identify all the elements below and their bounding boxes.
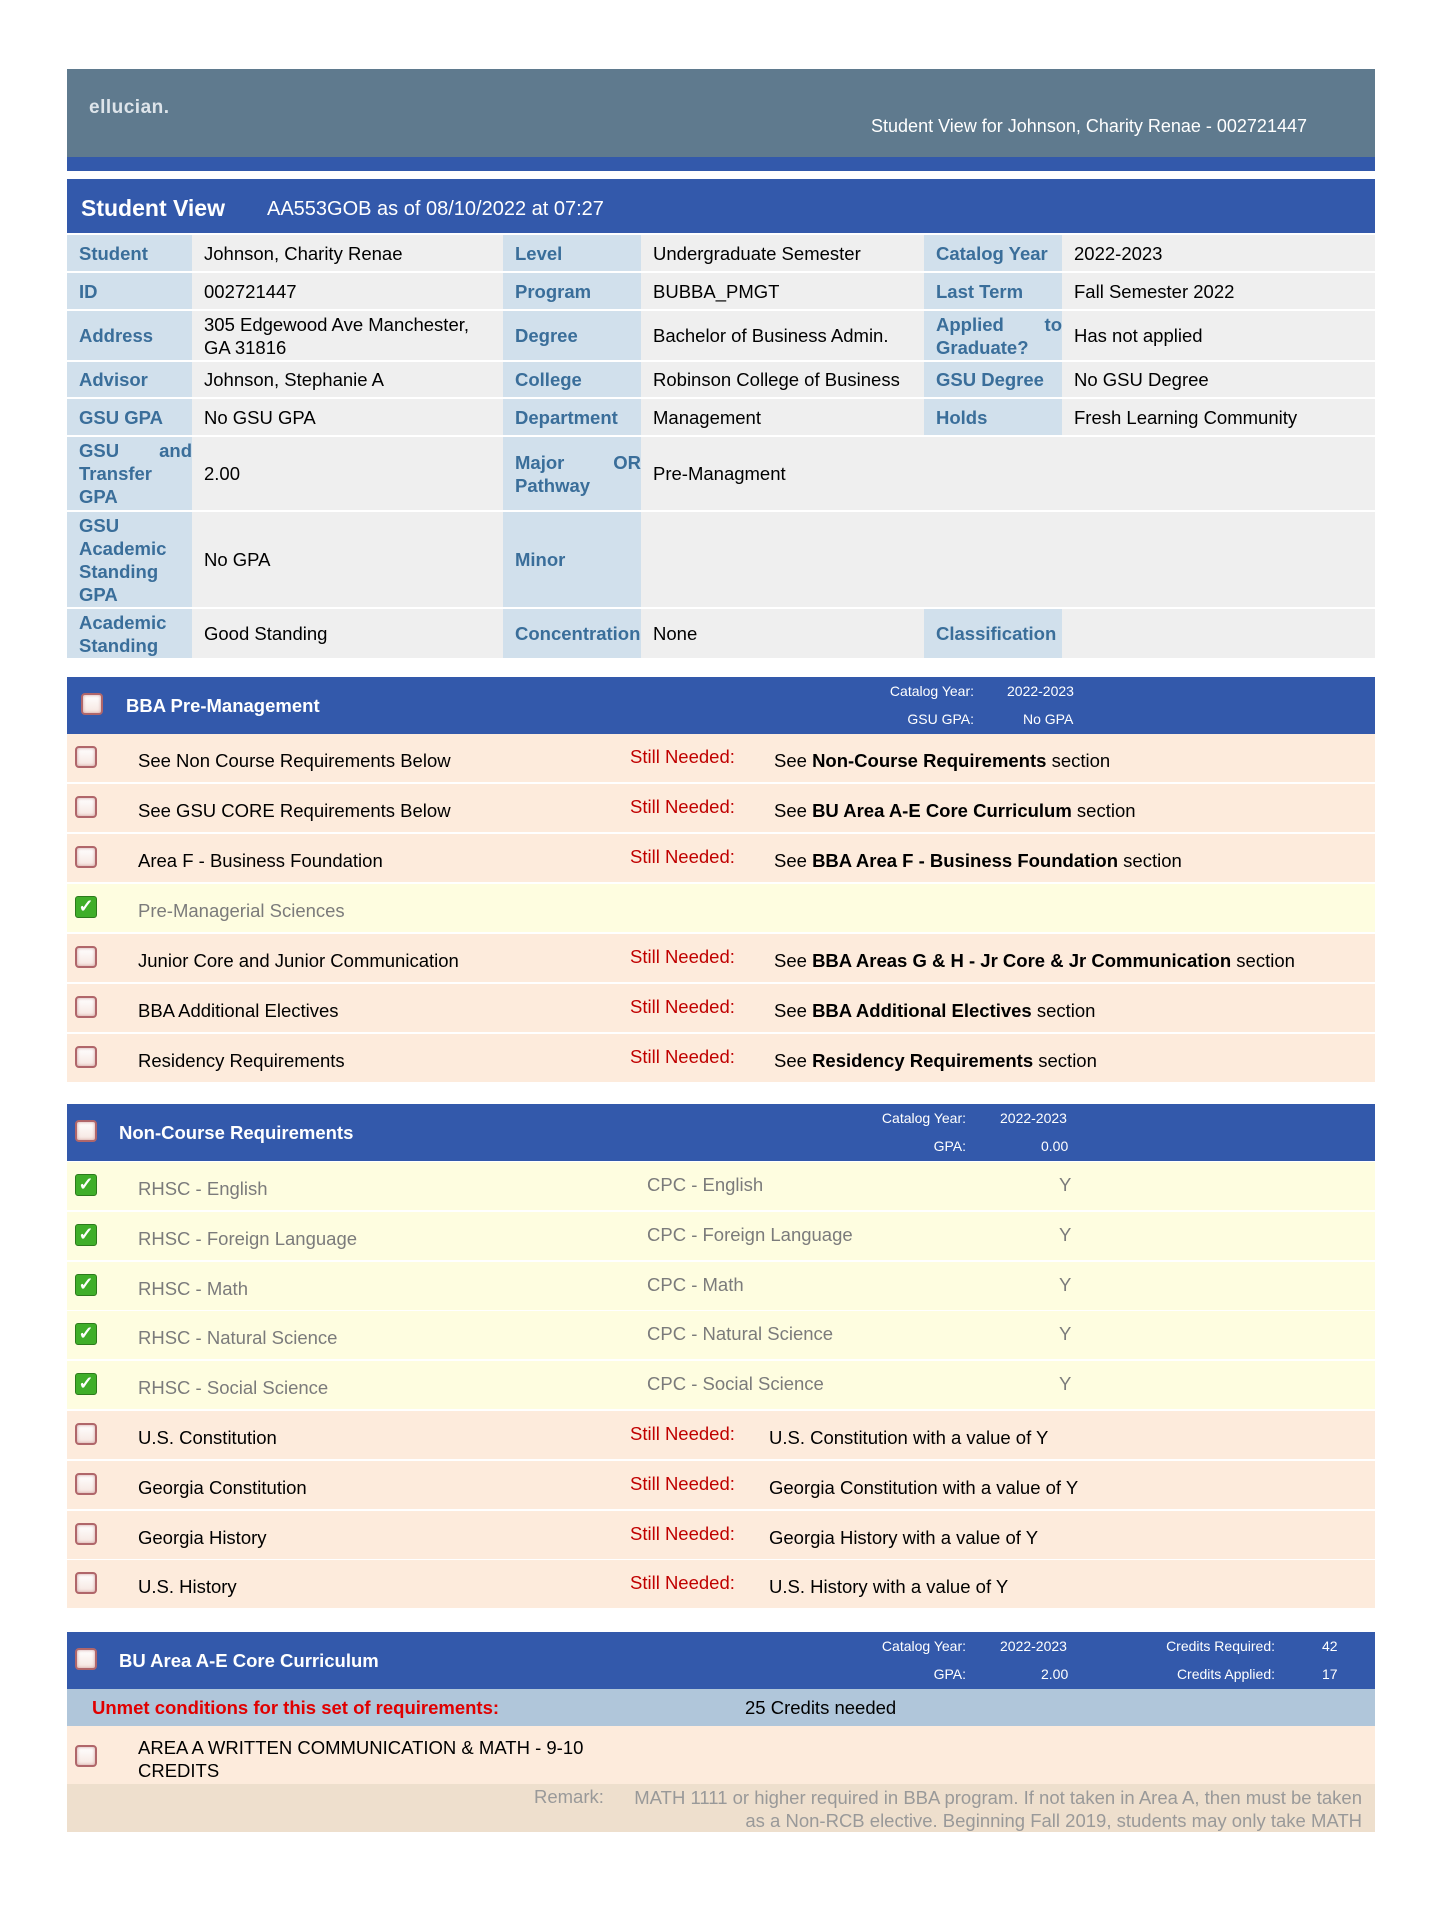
gpa-value: 0.00 [1041,1138,1069,1154]
cpc-value: Y [1059,1323,1072,1345]
still-needed-description [774,1000,1095,1022]
info-value: Good Standing [192,608,503,658]
cpc-value: Y [1059,1273,1072,1295]
requirement-label: Georgia History [138,1526,267,1548]
info-label: ID [67,272,192,310]
info-value: 305 Edgewood Ave Manchester, GA 31816 [192,310,503,361]
requirement-row[interactable] [67,1262,1375,1310]
info-label [924,436,1062,511]
requirement-label: See Non Course Requirements Below [138,750,451,771]
info-label: GSU Degree [924,361,1062,398]
info-value: Has not applied [1062,310,1375,361]
credits-needed: 25 Credits needed [745,1697,897,1718]
info-row [67,234,1375,272]
gpa-label: GSU GPA: [907,711,974,727]
cpc-label: CPC - Foreign Language [647,1223,853,1245]
info-value: Bachelor of Business Admin. [641,310,924,361]
info-value: 2022-2023 [1062,234,1375,272]
checkmark-icon: ✓ [75,1174,97,1196]
desc-prefix: See [774,750,813,771]
info-label: Department [503,398,641,436]
info-label: Academic Standing [67,608,192,658]
catalog-year-value: 2022-2023 [1000,1110,1067,1126]
incomplete-checkbox-icon [75,846,97,868]
info-value: BUBBA_PMGT [641,272,924,310]
incomplete-checkbox-icon [75,996,97,1018]
info-label: Level [503,234,641,272]
info-row [67,398,1375,436]
page-title: Student View [81,195,225,221]
unmet-conditions-label: Unmet conditions for this set of requirements: [92,1697,500,1718]
still-needed-label: Still Needed: [630,996,735,1017]
info-row [67,361,1375,398]
gpa-label: GPA: [933,1666,966,1682]
catalog-year-value: 2022-2023 [1007,683,1074,699]
header-divider [67,157,1375,171]
info-value: Fresh Learning Community [1062,398,1375,436]
cpc-value: Y [1059,1373,1072,1395]
section-link[interactable]: Non-Course Requirements [812,750,1047,771]
credits-required-label: Credits Required: [1166,1638,1275,1654]
info-value [1062,511,1375,608]
requirement-row[interactable] [67,984,1375,1032]
still-needed-description: U.S. Constitution with a value of Y [769,1427,1049,1448]
cpc-value: Y [1059,1223,1072,1245]
catalog-year-label: Catalog Year: [881,1110,966,1126]
checkmark-icon: ✓ [75,1224,97,1246]
requirement-row[interactable] [67,784,1375,832]
info-label: Applied to Graduate? [924,310,1062,361]
info-row [67,608,1375,658]
section-link[interactable]: BU Area A-E Core Curriculum [812,800,1072,821]
cpc-label: CPC - Social Science [647,1373,824,1395]
requirement-row[interactable] [67,1034,1375,1082]
requirement-label: RHSC - Social Science [138,1377,329,1399]
info-label: GSU Academic Standing GPA [67,511,192,608]
section-title: Non-Course Requirements [119,1122,354,1143]
incomplete-checkbox-icon [75,1745,97,1767]
still-needed-label: Still Needed: [630,1572,735,1594]
still-needed-description: U.S. History with a value of Y [769,1576,1009,1598]
requirement-row[interactable] [67,1461,1375,1509]
info-value: Management [641,398,924,436]
unmet-conditions-bar [67,1689,1375,1726]
audit-id-date: AA553GOB as of 08/10/2022 at 07:27 [267,198,604,220]
ellucian-logo: ellucian. [89,97,170,118]
section-link[interactable]: BBA Areas G & H - Jr Core & Jr Communication [812,950,1232,971]
credits-required-value: 42 [1322,1638,1338,1654]
requirement-row[interactable] [67,1411,1375,1459]
still-needed-label: Still Needed: [630,746,735,767]
desc-prefix: See [774,1050,813,1071]
still-needed-label: Still Needed: [630,1472,735,1494]
section-title: BBA Pre-Management [126,695,320,716]
requirement-label: U.S. History [138,1576,237,1598]
still-needed-description [774,950,1295,972]
desc-prefix: See [774,800,813,821]
section-link[interactable]: Residency Requirements [812,1050,1034,1071]
requirement-label: Junior Core and Junior Communication [138,950,459,971]
credits-applied-value: 17 [1322,1666,1338,1682]
info-label: College [503,361,641,398]
requirement-row[interactable] [67,1361,1375,1409]
desc-suffix: section [1231,950,1295,971]
still-needed-description [774,800,1136,822]
area-a-requirement-row[interactable] [67,1726,1375,1784]
info-label: GSU and Transfer GPA [67,436,192,511]
still-needed-description [774,1050,1097,1072]
incomplete-checkbox-icon [75,1572,97,1594]
requirement-label: Pre-Managerial Sciences [138,900,345,921]
requirement-label: Residency Requirements [138,1050,345,1071]
requirement-label: BBA Additional Electives [138,1000,339,1021]
requirement-label: See GSU CORE Requirements Below [138,800,451,821]
checkmark-icon: ✓ [75,1274,97,1296]
app-header [67,69,1375,157]
requirement-row[interactable] [67,934,1375,982]
incomplete-checkbox-icon [75,1423,97,1445]
still-needed-description [774,750,1110,772]
requirement-row[interactable] [67,884,1375,932]
desc-suffix: section [1118,850,1182,871]
requirement-label: RHSC - English [138,1178,268,1199]
info-value [641,511,924,608]
cpc-label: CPC - English [647,1174,764,1195]
requirement-label: AREA A WRITTEN COMMUNICATION & MATH - 9-10 CREDITS [138,1737,584,1781]
info-value: Fall Semester 2022 [1062,272,1375,310]
info-row [67,436,1375,511]
still-needed-label: Still Needed: [630,846,735,867]
info-value: Johnson, Stephanie A [192,361,503,398]
info-label: Major OR Pathway [503,436,641,511]
info-row [67,310,1375,361]
info-label: Catalog Year [924,234,1062,272]
info-value: 2.00 [192,436,503,511]
incomplete-checkbox-icon [75,746,97,768]
still-needed-label: Still Needed: [630,1423,735,1444]
desc-suffix: section [1046,750,1111,771]
info-label: Address [67,310,192,361]
desc-suffix: section [1033,1050,1097,1071]
requirement-label: U.S. Constitution [138,1427,277,1448]
section-link[interactable]: BBA Area F - Business Foundation [812,850,1119,871]
info-value: Johnson, Charity Renae [192,234,503,272]
info-value: None [641,608,924,658]
requirement-label: RHSC - Math [138,1277,248,1299]
incomplete-checkbox-icon [75,796,97,818]
still-needed-description: Georgia Constitution with a value of Y [769,1476,1079,1498]
checkmark-icon: ✓ [75,896,97,918]
desc-prefix: See [774,850,813,871]
checkmark-icon: ✓ [75,1323,97,1345]
info-label: Student [67,234,192,272]
info-row [67,511,1375,608]
desc-suffix: section [1031,1000,1096,1021]
catalog-year-label: Catalog Year: [881,1638,966,1654]
info-value [1062,436,1375,511]
remark-label: Remark: [534,1786,604,1807]
info-label: Holds [924,398,1062,436]
requirement-row[interactable] [67,834,1375,882]
still-needed-label: Still Needed: [630,1522,735,1544]
cpc-label: CPC - Math [647,1273,744,1295]
incomplete-checkbox-icon [75,1648,97,1670]
remark-text: MATH 1111 or higher required in BBA program. If not taken in Area A, then must be taken as a Non-RCB elective. Beginning Fall 2019, students may only take MATH [634,1787,1362,1831]
info-row [67,272,1375,310]
info-label: Minor [503,511,641,608]
remark-row [67,1784,1375,1832]
requirement-row[interactable] [67,734,1375,782]
info-label: Concentration [503,608,641,658]
requirement-row[interactable] [67,1560,1375,1608]
desc-prefix: See [774,1000,813,1021]
incomplete-checkbox-icon [75,1046,97,1068]
cpc-label: CPC - Natural Science [647,1323,834,1345]
checkmark-icon: ✓ [75,1373,97,1395]
credits-applied-label: Credits Applied: [1176,1666,1275,1682]
requirement-row[interactable] [67,1162,1375,1210]
info-label: Program [503,272,641,310]
info-label: Advisor [67,361,192,398]
catalog-year-label: Catalog Year: [889,683,974,699]
incomplete-checkbox-icon [81,693,103,715]
info-value: Robinson College of Business [641,361,924,398]
info-label [924,511,1062,608]
incomplete-checkbox-icon [75,1120,97,1142]
bba-pre-management-header [67,677,1375,734]
info-label: GSU GPA [67,398,192,436]
still-needed-label: Still Needed: [630,1046,735,1067]
info-value: Pre-Managment [641,436,924,511]
still-needed-description [774,850,1182,872]
incomplete-checkbox-icon [75,1523,97,1545]
desc-suffix: section [1071,800,1136,821]
student-info-table [67,233,1375,658]
gpa-value: No GPA [1023,711,1074,727]
still-needed-label: Still Needed: [630,796,735,817]
requirement-label: RHSC - Foreign Language [138,1227,358,1249]
info-value: 002721447 [192,272,503,310]
student-view-bar [67,179,1375,233]
desc-prefix: See [774,950,813,971]
non-course-requirements-header [67,1104,1375,1161]
section-title: BU Area A-E Core Curriculum [119,1650,379,1671]
section-link[interactable]: BBA Additional Electives [812,1000,1032,1021]
info-value: Undergraduate Semester [641,234,924,272]
still-needed-description: Georgia History with a value of Y [769,1526,1039,1548]
catalog-year-value: 2022-2023 [1000,1638,1067,1654]
requirement-label: Area F - Business Foundation [138,850,383,871]
info-value: No GSU GPA [192,398,503,436]
core-curriculum-header [67,1632,1375,1689]
info-value: No GSU Degree [1062,361,1375,398]
gpa-value: 2.00 [1041,1666,1069,1682]
cpc-value: Y [1059,1174,1072,1195]
requirement-row[interactable] [67,1511,1375,1559]
info-label: Classification [924,608,1062,658]
info-value [1062,608,1375,658]
requirement-row[interactable] [67,1212,1375,1260]
info-label: Degree [503,310,641,361]
requirement-row[interactable] [67,1311,1375,1359]
info-value: No GPA [192,511,503,608]
info-label: Last Term [924,272,1062,310]
incomplete-checkbox-icon [75,946,97,968]
incomplete-checkbox-icon [75,1473,97,1495]
gpa-label: GPA: [933,1138,966,1154]
header-title: Student View for Johnson, Charity Renae - 002721447 [871,116,1307,136]
requirement-label: Georgia Constitution [138,1476,307,1498]
requirement-label: RHSC - Natural Science [138,1327,338,1349]
still-needed-label: Still Needed: [630,946,735,967]
